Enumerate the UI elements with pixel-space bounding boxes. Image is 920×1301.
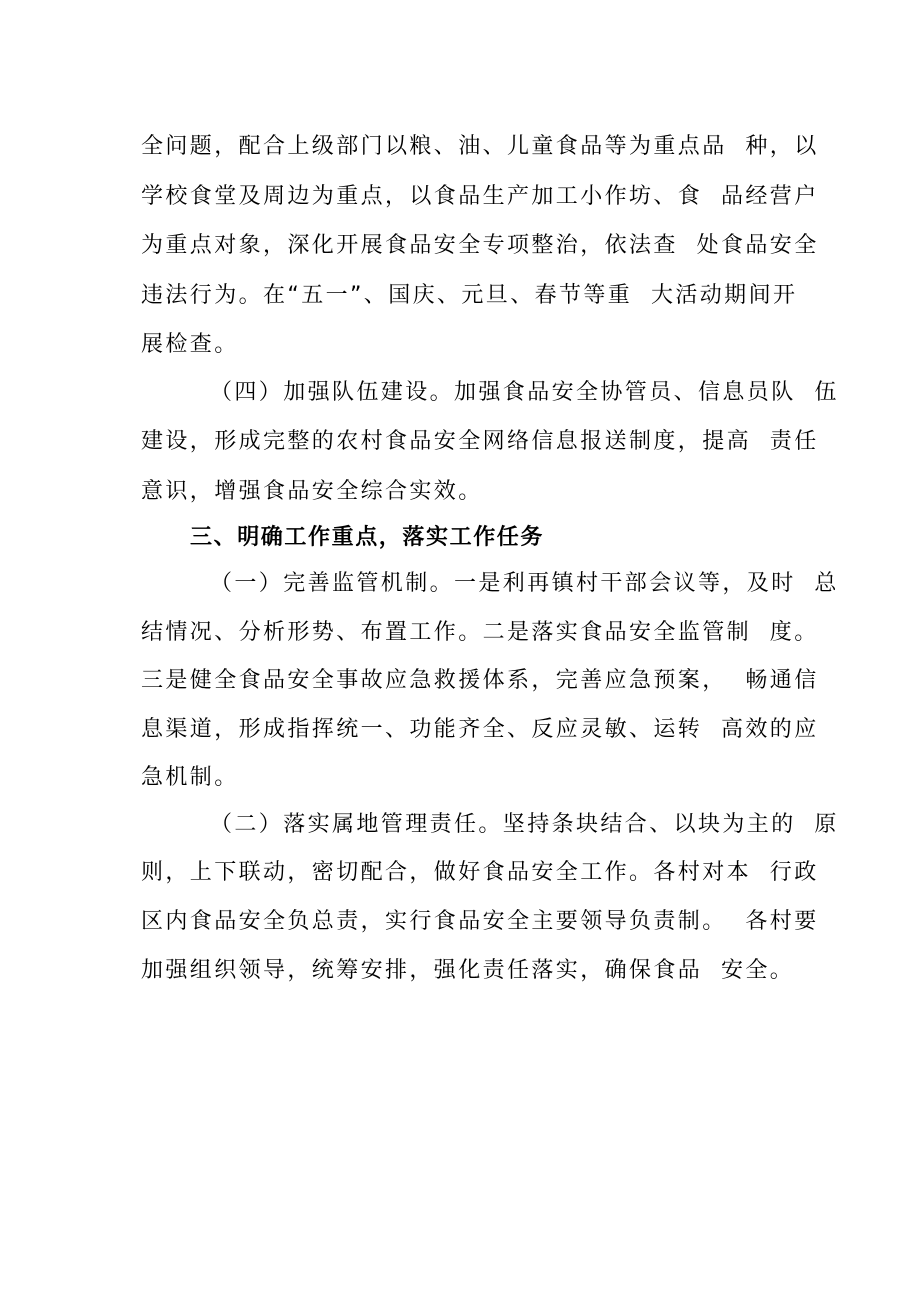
text-line: 结情况、分析形势、布置工作。二是落实食品安全监管制 度。 <box>141 620 819 645</box>
text-line: 全问题，配合上级部门以粮、油、儿童食品等为重点品 种，以 <box>141 134 819 159</box>
text-line: 违法行为。在“五一”、国庆、元旦、春节等重 大活动期间开 <box>141 283 798 308</box>
text-line: 为重点对象，深化开展食品安全专项整治，依法查 处食品安全 <box>141 233 819 258</box>
text-line: 则，上下联动，密切配合，做好食品安全工作。各村对本 行政 <box>141 860 819 885</box>
text-line: 建设，形成完整的农村食品安全网络信息报送制度，提高 责任 <box>141 429 819 454</box>
text-line: 展检查。 <box>141 332 239 357</box>
paragraph-first-line: （一）完善监管机制。一是利再镇村干部会议等，及时 总 <box>210 571 839 596</box>
text-line: 息渠道，形成指挥统一、功能齐全、反应灵敏、运转 高效的应 <box>141 717 819 742</box>
paragraph-first-line: （四）加强队伍建设。加强食品安全协管员、信息员队 伍 <box>210 380 839 405</box>
text-line: 区内食品安全负总责，实行食品安全主要领导负责制。 各村要 <box>141 909 819 934</box>
text-line: 三是健全食品安全事故应急救援体系，完善应急预案， 畅通信 <box>141 668 819 693</box>
text-line: 急机制。 <box>141 765 239 790</box>
section-heading: 三、明确工作重点，落实工作任务 <box>190 525 545 550</box>
paragraph-first-line: （二）落实属地管理责任。坚持条块结合、以块为主的 原 <box>210 812 839 837</box>
text-line: 意识，增强食品安全综合实效。 <box>141 479 483 504</box>
text-line: 学校食堂及周边为重点，以食品生产加工小作坊、食 品经营户 <box>141 184 819 209</box>
text-line: 加强组织领导，统筹安排，强化责任落实，确保食品 安全。 <box>141 958 795 983</box>
